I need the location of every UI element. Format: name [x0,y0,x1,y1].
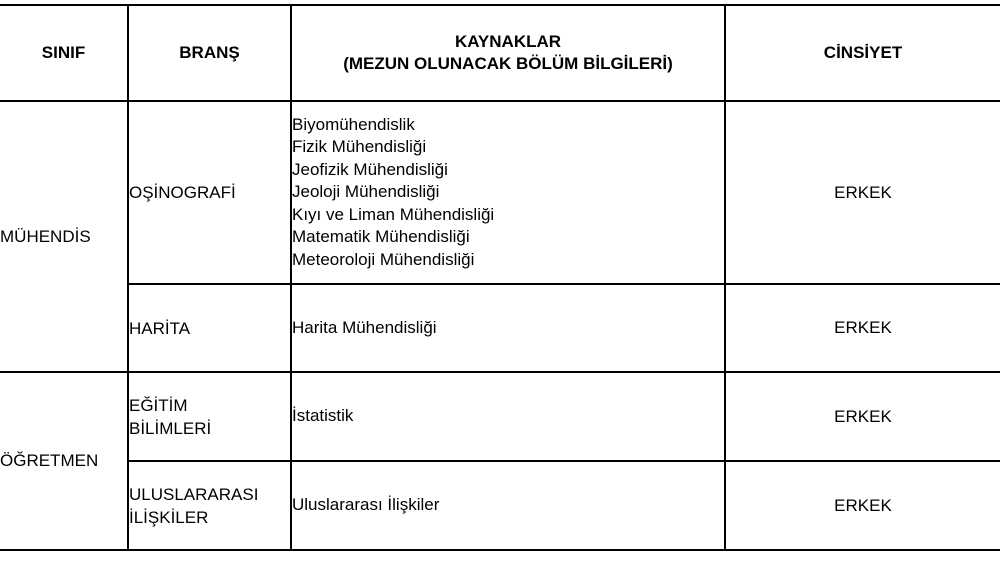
kaynaklar-cell-osinografi [291,101,725,284]
cinsiyet-cell-osinografi: ERKEK [725,101,1000,284]
brans-line: OŞİNOGRAFİ [129,183,236,202]
brans-line: BİLİMLERİ [129,418,212,438]
kaynak-item: Uluslararası İlişkiler [292,495,440,515]
cinsiyet-cell-uluslararasi-iliskiler: ERKEK [725,461,1000,550]
table-row [0,372,1000,461]
header-kaynaklar-title: KAYNAKLAR [454,32,562,51]
kaynak-item: Matematik Mühendisliği [292,227,470,247]
table-row [0,461,1000,550]
brans-cell-osinografi [128,101,291,284]
kaynak-item: Meteoroloji Mühendisliği [292,249,475,269]
brans-line: İLİŞKİLER [129,507,209,527]
kaynak-item: İstatistik [292,406,354,426]
sinif-cell-ogretmen: ÖĞRETMEN [0,372,128,550]
header-kaynaklar [291,5,725,101]
table-row [0,284,1000,372]
kaynaklar-cell-uluslararasi-iliskiler [291,461,725,550]
kaynak-item: Kıyı ve Liman Mühendisliği [292,204,495,224]
kaynak-item: Jeofizik Mühendisliği [292,159,448,179]
brans-line: EĞİTİM [129,395,188,415]
kaynak-item: Harita Mühendisliği [292,317,437,337]
brans-line: ULUSLARARASI [129,484,259,504]
header-sinif: SINIF [0,5,128,101]
kaynaklar-cell-egitim-bilimleri [291,372,725,461]
header-kaynaklar-subtitle: (MEZUN OLUNACAK BÖLÜM BİLGİLERİ) [343,54,673,73]
table-row [0,101,1000,284]
cinsiyet-cell-harita: ERKEK [725,284,1000,372]
kaynak-item: Biyomühendislik [292,114,415,134]
sinif-cell-muhendis: MÜHENDİS [0,101,128,372]
kaynak-item: Fizik Mühendisliği [292,137,427,157]
brans-cell-uluslararasi-iliskiler [128,461,291,550]
branch-requirements-table [0,4,1000,551]
cinsiyet-cell-egitim-bilimleri: ERKEK [725,372,1000,461]
brans-cell-egitim-bilimleri [128,372,291,461]
header-brans: BRANŞ [128,5,291,101]
header-cinsiyet: CİNSİYET [725,5,1000,101]
brans-cell-harita [128,284,291,372]
kaynak-item: Jeoloji Mühendisliği [292,182,440,202]
kaynaklar-cell-harita [291,284,725,372]
header-row [0,5,1000,101]
brans-line: HARİTA [129,318,191,338]
